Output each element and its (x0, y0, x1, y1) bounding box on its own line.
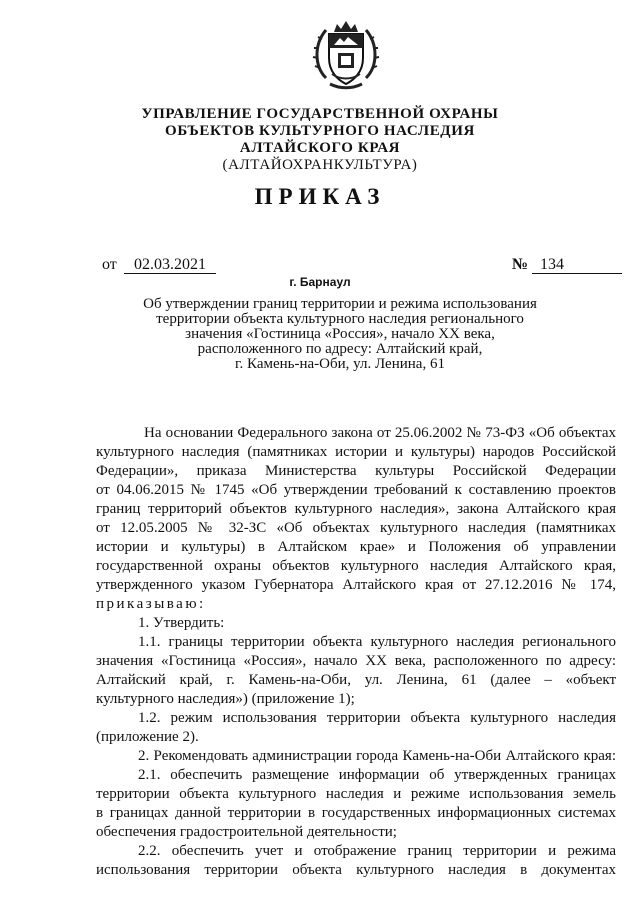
document-title: ПРИКАЗ (254, 184, 386, 209)
body-line: значения «Гостиница «Россия», начало XX века, расположенного по адресу: (96, 653, 616, 669)
number-label: № (512, 256, 529, 273)
body-line: государственной охраны объектов культурного наследия Алтайского края, (96, 558, 616, 574)
body-line: территории объекта культурного наследия и режиме использования земель (96, 786, 616, 802)
body-line: 2.2. обеспечить учет и отображение границ территории и режима (138, 843, 616, 859)
body-line: в границах данной территории в государственных информационных системах (96, 805, 616, 821)
body-line: 1. Утвердить: (138, 615, 225, 631)
org-line-4: (АЛТАЙОХРАНКУЛЬТУРА) (222, 157, 418, 173)
body-line: утвержденного указом Губернатора Алтайского края от 27.12.2016 № 174, (96, 577, 616, 593)
body-line: 2.1. обеспечить размещение информации об утвержденных границах (138, 767, 616, 783)
org-line-1: УПРАВЛЕНИЕ ГОСУДАРСТВЕННОЙ ОХРАНЫ (141, 106, 499, 122)
subject-line: значения «Гостиница «Россия», начало XX века, (185, 326, 495, 342)
body-line: 1.2. режим использования территории объекта культурного наследия (138, 710, 616, 726)
org-line-3: АЛТАЙСКОГО КРАЯ (239, 140, 401, 156)
body-line: границ территорий объектов культурного наследия», закона Алтайского края (96, 501, 616, 517)
body-line: Федерации», приказа Министерства культуры Российской Федерации (96, 463, 616, 479)
subject-line: Об утверждении границ территории и режима использования (143, 296, 537, 312)
body-line: (приложение 2). (96, 729, 199, 745)
body-line: приказываю: (96, 596, 206, 612)
city: г. Барнаул (289, 275, 351, 289)
coat-of-arms-emblem (312, 18, 380, 90)
org-line-2: ОБЪЕКТОВ КУЛЬТУРНОГО НАСЛЕДИЯ (165, 123, 475, 139)
body-line: 1.1. границы территории объекта культурного наследия регионального (138, 634, 616, 650)
body-line: обеспечения градостроительной деятельности; (96, 824, 397, 840)
document-number: 134 (532, 256, 622, 274)
body-line: На основании Федерального закона от 25.06.2002 № 73-ФЗ «Об объектах (144, 425, 616, 441)
document-subject (120, 297, 560, 372)
subject-line: расположенного по адресу: Алтайский край, (197, 341, 483, 357)
body-line: истории и культуры) в Алтайском крае» и Положения об управлении (96, 539, 616, 555)
body-line: Алтайский край, г. Камень-на-Оби, ул. Ленина, 61 (далее – «объект (96, 672, 616, 688)
document-body (96, 424, 616, 880)
body-line: от 04.06.2015 № 1745 «Об утверждении требований к составлению проектов (96, 482, 616, 498)
body-line: 2. Рекомендовать администрации города Камень-на-Оби Алтайского края: (138, 748, 616, 764)
document-date: 02.03.2021 (124, 256, 216, 274)
organization-name (0, 106, 640, 174)
body-line: культурного наследия (памятниках истории и культуры) народов Российской (96, 444, 616, 460)
date-label: от (102, 256, 117, 273)
body-line: культурного наследия») (приложение 1); (96, 691, 355, 707)
subject-line: г. Камень-на-Оби, ул. Ленина, 61 (235, 356, 445, 372)
body-line: использования территории объекта культурного наследия в документах (96, 862, 616, 878)
subject-line: территории объекта культурного наследия регионального (156, 311, 524, 327)
body-line: от 12.05.2005 № 32-ЗС «Об объектах культурного наследия (памятниках (96, 520, 616, 536)
